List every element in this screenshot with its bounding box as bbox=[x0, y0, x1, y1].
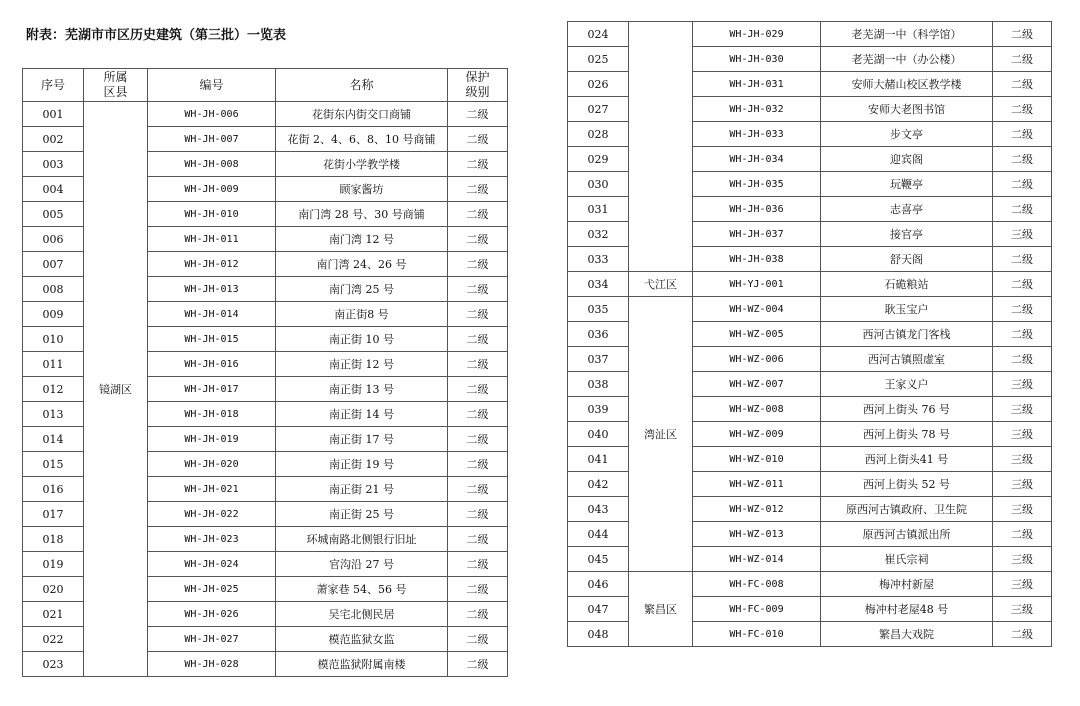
row-seq: 040 bbox=[568, 422, 629, 447]
header-seq: 序号 bbox=[23, 69, 84, 102]
row-seq: 022 bbox=[23, 627, 84, 652]
row-name: 花街小学教学楼 bbox=[276, 152, 448, 177]
row-name: 原西河古镇政府、卫生院 bbox=[821, 497, 993, 522]
table-row bbox=[568, 22, 1052, 47]
table-row bbox=[568, 572, 1052, 597]
row-name: 花街 2、4、6、8、10 号商铺 bbox=[276, 127, 448, 152]
row-level: 二级 bbox=[448, 602, 508, 627]
header-code: 编号 bbox=[148, 69, 276, 102]
row-seq: 027 bbox=[568, 97, 629, 122]
row-code: WH-FC-008 bbox=[693, 572, 821, 597]
row-level: 二级 bbox=[448, 277, 508, 302]
row-code: WH-WZ-014 bbox=[693, 547, 821, 572]
row-seq: 013 bbox=[23, 402, 84, 427]
row-seq: 032 bbox=[568, 222, 629, 247]
row-seq: 043 bbox=[568, 497, 629, 522]
row-name: 安师大老图书馆 bbox=[821, 97, 993, 122]
row-name: 玩鞭亭 bbox=[821, 172, 993, 197]
row-seq: 030 bbox=[568, 172, 629, 197]
row-level: 三级 bbox=[993, 572, 1052, 597]
row-code: WH-WZ-007 bbox=[693, 372, 821, 397]
row-name: 梅冲村新屋 bbox=[821, 572, 993, 597]
row-code: WH-WZ-004 bbox=[693, 297, 821, 322]
row-level: 三级 bbox=[993, 497, 1052, 522]
row-name: 南正街 13 号 bbox=[276, 377, 448, 402]
row-level: 二级 bbox=[448, 527, 508, 552]
row-seq: 011 bbox=[23, 352, 84, 377]
row-name: 南门湾 28 号、30 号商铺 bbox=[276, 202, 448, 227]
row-code: WH-JH-011 bbox=[148, 227, 276, 252]
row-name: 南正街 12 号 bbox=[276, 352, 448, 377]
row-code: WH-JH-030 bbox=[693, 47, 821, 72]
row-code: WH-JH-026 bbox=[148, 602, 276, 627]
row-code: WH-JH-029 bbox=[693, 22, 821, 47]
row-code: WH-JH-023 bbox=[148, 527, 276, 552]
row-seq: 009 bbox=[23, 302, 84, 327]
row-level: 二级 bbox=[448, 352, 508, 377]
row-seq: 047 bbox=[568, 597, 629, 622]
row-seq: 034 bbox=[568, 272, 629, 297]
row-name: 环城南路北侧银行旧址 bbox=[276, 527, 448, 552]
row-level: 二级 bbox=[993, 297, 1052, 322]
row-code: WH-FC-010 bbox=[693, 622, 821, 647]
row-code: WH-WZ-006 bbox=[693, 347, 821, 372]
row-name: 花街东内街交口商铺 bbox=[276, 102, 448, 127]
row-code: WH-JH-007 bbox=[148, 127, 276, 152]
row-code: WH-WZ-011 bbox=[693, 472, 821, 497]
row-code: WH-JH-015 bbox=[148, 327, 276, 352]
row-seq: 044 bbox=[568, 522, 629, 547]
row-name: 南正街 10 号 bbox=[276, 327, 448, 352]
row-code: WH-JH-038 bbox=[693, 247, 821, 272]
table-row bbox=[568, 297, 1052, 322]
row-name: 安师大赭山校区教学楼 bbox=[821, 72, 993, 97]
row-level: 二级 bbox=[993, 122, 1052, 147]
row-level: 二级 bbox=[993, 322, 1052, 347]
row-seq: 010 bbox=[23, 327, 84, 352]
row-code: WH-JH-010 bbox=[148, 202, 276, 227]
row-seq: 017 bbox=[23, 502, 84, 527]
row-seq: 014 bbox=[23, 427, 84, 452]
row-name: 崔氏宗祠 bbox=[821, 547, 993, 572]
row-seq: 038 bbox=[568, 372, 629, 397]
row-level: 三级 bbox=[993, 547, 1052, 572]
row-seq: 005 bbox=[23, 202, 84, 227]
row-level: 二级 bbox=[448, 127, 508, 152]
row-level: 二级 bbox=[448, 427, 508, 452]
row-level: 二级 bbox=[448, 102, 508, 127]
row-name: 接官亭 bbox=[821, 222, 993, 247]
row-seq: 006 bbox=[23, 227, 84, 252]
header-row bbox=[23, 69, 508, 102]
row-level: 三级 bbox=[993, 222, 1052, 247]
row-level: 三级 bbox=[993, 372, 1052, 397]
row-seq: 021 bbox=[23, 602, 84, 627]
header-name: 名称 bbox=[276, 69, 448, 102]
row-code: WH-WZ-013 bbox=[693, 522, 821, 547]
page-title: 附表：芜湖市市区历史建筑（第三批）一览表 bbox=[26, 28, 287, 43]
header-district-line2: 区县 bbox=[103, 85, 128, 99]
row-level: 二级 bbox=[448, 577, 508, 602]
row-seq: 015 bbox=[23, 452, 84, 477]
row-name: 梅冲村老屋48 号 bbox=[821, 597, 993, 622]
row-code: WH-JH-027 bbox=[148, 627, 276, 652]
row-code: WH-JH-009 bbox=[148, 177, 276, 202]
row-seq: 028 bbox=[568, 122, 629, 147]
row-seq: 033 bbox=[568, 247, 629, 272]
row-seq: 045 bbox=[568, 547, 629, 572]
district-jinghu: 镜湖区 bbox=[84, 102, 148, 677]
row-level: 二级 bbox=[993, 172, 1052, 197]
row-seq: 048 bbox=[568, 622, 629, 647]
header-level-line1: 保护 bbox=[465, 70, 490, 84]
row-seq: 004 bbox=[23, 177, 84, 202]
row-level: 二级 bbox=[448, 152, 508, 177]
row-name: 老芜湖一中（办公楼） bbox=[821, 47, 993, 72]
row-seq: 036 bbox=[568, 322, 629, 347]
row-name: 繁昌大戏院 bbox=[821, 622, 993, 647]
row-code: WH-YJ-001 bbox=[693, 272, 821, 297]
row-level: 二级 bbox=[993, 622, 1052, 647]
row-code: WH-WZ-010 bbox=[693, 447, 821, 472]
row-code: WH-JH-031 bbox=[693, 72, 821, 97]
row-name: 顾家酱坊 bbox=[276, 177, 448, 202]
row-seq: 023 bbox=[23, 652, 84, 677]
row-seq: 001 bbox=[23, 102, 84, 127]
row-name: 老芜湖一中（科学馆） bbox=[821, 22, 993, 47]
row-code: WH-WZ-009 bbox=[693, 422, 821, 447]
row-code: WH-JH-018 bbox=[148, 402, 276, 427]
header-level-line2: 级别 bbox=[465, 85, 490, 99]
row-name: 王家义户 bbox=[821, 372, 993, 397]
row-name: 耿玉宝户 bbox=[821, 297, 993, 322]
row-name: 模范监狱女监 bbox=[276, 627, 448, 652]
district-yijiang: 弋江区 bbox=[629, 272, 693, 297]
row-name: 西河古镇照虚室 bbox=[821, 347, 993, 372]
row-level: 二级 bbox=[448, 627, 508, 652]
row-code: WH-JH-017 bbox=[148, 377, 276, 402]
row-code: WH-JH-024 bbox=[148, 552, 276, 577]
row-name: 南门湾 25 号 bbox=[276, 277, 448, 302]
row-seq: 007 bbox=[23, 252, 84, 277]
row-name: 南正街 21 号 bbox=[276, 477, 448, 502]
row-name: 迎宾阁 bbox=[821, 147, 993, 172]
header-district bbox=[84, 69, 148, 102]
row-level: 三级 bbox=[993, 447, 1052, 472]
row-level: 三级 bbox=[993, 422, 1052, 447]
row-name: 官沟沿 27 号 bbox=[276, 552, 448, 577]
row-seq: 024 bbox=[568, 22, 629, 47]
row-level: 二级 bbox=[993, 22, 1052, 47]
row-seq: 025 bbox=[568, 47, 629, 72]
row-code: WH-JH-028 bbox=[148, 652, 276, 677]
row-seq: 003 bbox=[23, 152, 84, 177]
row-level: 二级 bbox=[993, 72, 1052, 97]
row-seq: 018 bbox=[23, 527, 84, 552]
row-name: 西河古镇龙门客栈 bbox=[821, 322, 993, 347]
row-seq: 016 bbox=[23, 477, 84, 502]
row-seq: 037 bbox=[568, 347, 629, 372]
row-code: WH-JH-014 bbox=[148, 302, 276, 327]
row-name: 南正街 25 号 bbox=[276, 502, 448, 527]
row-level: 二级 bbox=[993, 97, 1052, 122]
row-code: WH-WZ-005 bbox=[693, 322, 821, 347]
row-name: 南正街 14 号 bbox=[276, 402, 448, 427]
right-table bbox=[567, 21, 1052, 647]
row-level: 二级 bbox=[448, 252, 508, 277]
row-seq: 012 bbox=[23, 377, 84, 402]
row-name: 步文亭 bbox=[821, 122, 993, 147]
row-code: WH-JH-008 bbox=[148, 152, 276, 177]
left-table bbox=[22, 68, 508, 677]
row-level: 二级 bbox=[448, 552, 508, 577]
row-seq: 002 bbox=[23, 127, 84, 152]
row-seq: 046 bbox=[568, 572, 629, 597]
row-name: 志喜亭 bbox=[821, 197, 993, 222]
row-name: 西河上街头 52 号 bbox=[821, 472, 993, 497]
row-name: 石硊粮站 bbox=[821, 272, 993, 297]
row-level: 二级 bbox=[448, 202, 508, 227]
row-code: WH-JH-020 bbox=[148, 452, 276, 477]
header-level bbox=[448, 69, 508, 102]
row-name: 西河上街头 78 号 bbox=[821, 422, 993, 447]
row-level: 二级 bbox=[993, 272, 1052, 297]
row-seq: 029 bbox=[568, 147, 629, 172]
row-seq: 008 bbox=[23, 277, 84, 302]
row-level: 三级 bbox=[993, 472, 1052, 497]
row-level: 二级 bbox=[448, 402, 508, 427]
row-level: 三级 bbox=[993, 397, 1052, 422]
row-seq: 042 bbox=[568, 472, 629, 497]
row-code: WH-JH-006 bbox=[148, 102, 276, 127]
row-level: 二级 bbox=[448, 177, 508, 202]
row-code: WH-FC-009 bbox=[693, 597, 821, 622]
row-code: WH-JH-012 bbox=[148, 252, 276, 277]
row-seq: 035 bbox=[568, 297, 629, 322]
row-level: 二级 bbox=[448, 652, 508, 677]
row-code: WH-JH-021 bbox=[148, 477, 276, 502]
district-jinghu-continued bbox=[629, 22, 693, 272]
row-code: WH-JH-025 bbox=[148, 577, 276, 602]
row-level: 二级 bbox=[993, 197, 1052, 222]
row-name: 萧家巷 54、56 号 bbox=[276, 577, 448, 602]
row-level: 二级 bbox=[448, 452, 508, 477]
row-level: 二级 bbox=[993, 147, 1052, 172]
row-level: 二级 bbox=[448, 502, 508, 527]
table-row bbox=[23, 102, 508, 127]
row-level: 二级 bbox=[448, 327, 508, 352]
row-code: WH-JH-019 bbox=[148, 427, 276, 452]
row-level: 二级 bbox=[448, 302, 508, 327]
row-seq: 026 bbox=[568, 72, 629, 97]
row-level: 二级 bbox=[993, 522, 1052, 547]
row-code: WH-JH-013 bbox=[148, 277, 276, 302]
row-name: 舒天阁 bbox=[821, 247, 993, 272]
row-name: 西河上街头 76 号 bbox=[821, 397, 993, 422]
row-name: 南正街8 号 bbox=[276, 302, 448, 327]
row-code: WH-JH-036 bbox=[693, 197, 821, 222]
row-name: 西河上街头41 号 bbox=[821, 447, 993, 472]
row-level: 二级 bbox=[448, 377, 508, 402]
row-level: 二级 bbox=[448, 227, 508, 252]
table-row bbox=[568, 272, 1052, 297]
row-name: 南正街 19 号 bbox=[276, 452, 448, 477]
row-seq: 019 bbox=[23, 552, 84, 577]
row-seq: 039 bbox=[568, 397, 629, 422]
row-name: 南门湾 24、26 号 bbox=[276, 252, 448, 277]
row-code: WH-JH-016 bbox=[148, 352, 276, 377]
row-name: 南门湾 12 号 bbox=[276, 227, 448, 252]
row-seq: 020 bbox=[23, 577, 84, 602]
row-code: WH-JH-034 bbox=[693, 147, 821, 172]
row-level: 二级 bbox=[993, 347, 1052, 372]
row-name: 吴宅北侧民居 bbox=[276, 602, 448, 627]
header-district-line1: 所属 bbox=[103, 70, 128, 84]
row-level: 三级 bbox=[993, 597, 1052, 622]
row-name: 南正街 17 号 bbox=[276, 427, 448, 452]
row-code: WH-JH-033 bbox=[693, 122, 821, 147]
row-level: 二级 bbox=[448, 477, 508, 502]
row-seq: 041 bbox=[568, 447, 629, 472]
row-level: 二级 bbox=[993, 47, 1052, 72]
row-level: 二级 bbox=[993, 247, 1052, 272]
row-code: WH-JH-032 bbox=[693, 97, 821, 122]
row-name: 模范监狱附属南楼 bbox=[276, 652, 448, 677]
row-code: WH-JH-037 bbox=[693, 222, 821, 247]
row-code: WH-JH-022 bbox=[148, 502, 276, 527]
district-fanchang: 繁昌区 bbox=[629, 572, 693, 647]
row-code: WH-JH-035 bbox=[693, 172, 821, 197]
row-code: WH-WZ-008 bbox=[693, 397, 821, 422]
row-name: 原西河古镇派出所 bbox=[821, 522, 993, 547]
row-code: WH-WZ-012 bbox=[693, 497, 821, 522]
row-seq: 031 bbox=[568, 197, 629, 222]
district-wanzhi: 湾沚区 bbox=[629, 297, 693, 572]
